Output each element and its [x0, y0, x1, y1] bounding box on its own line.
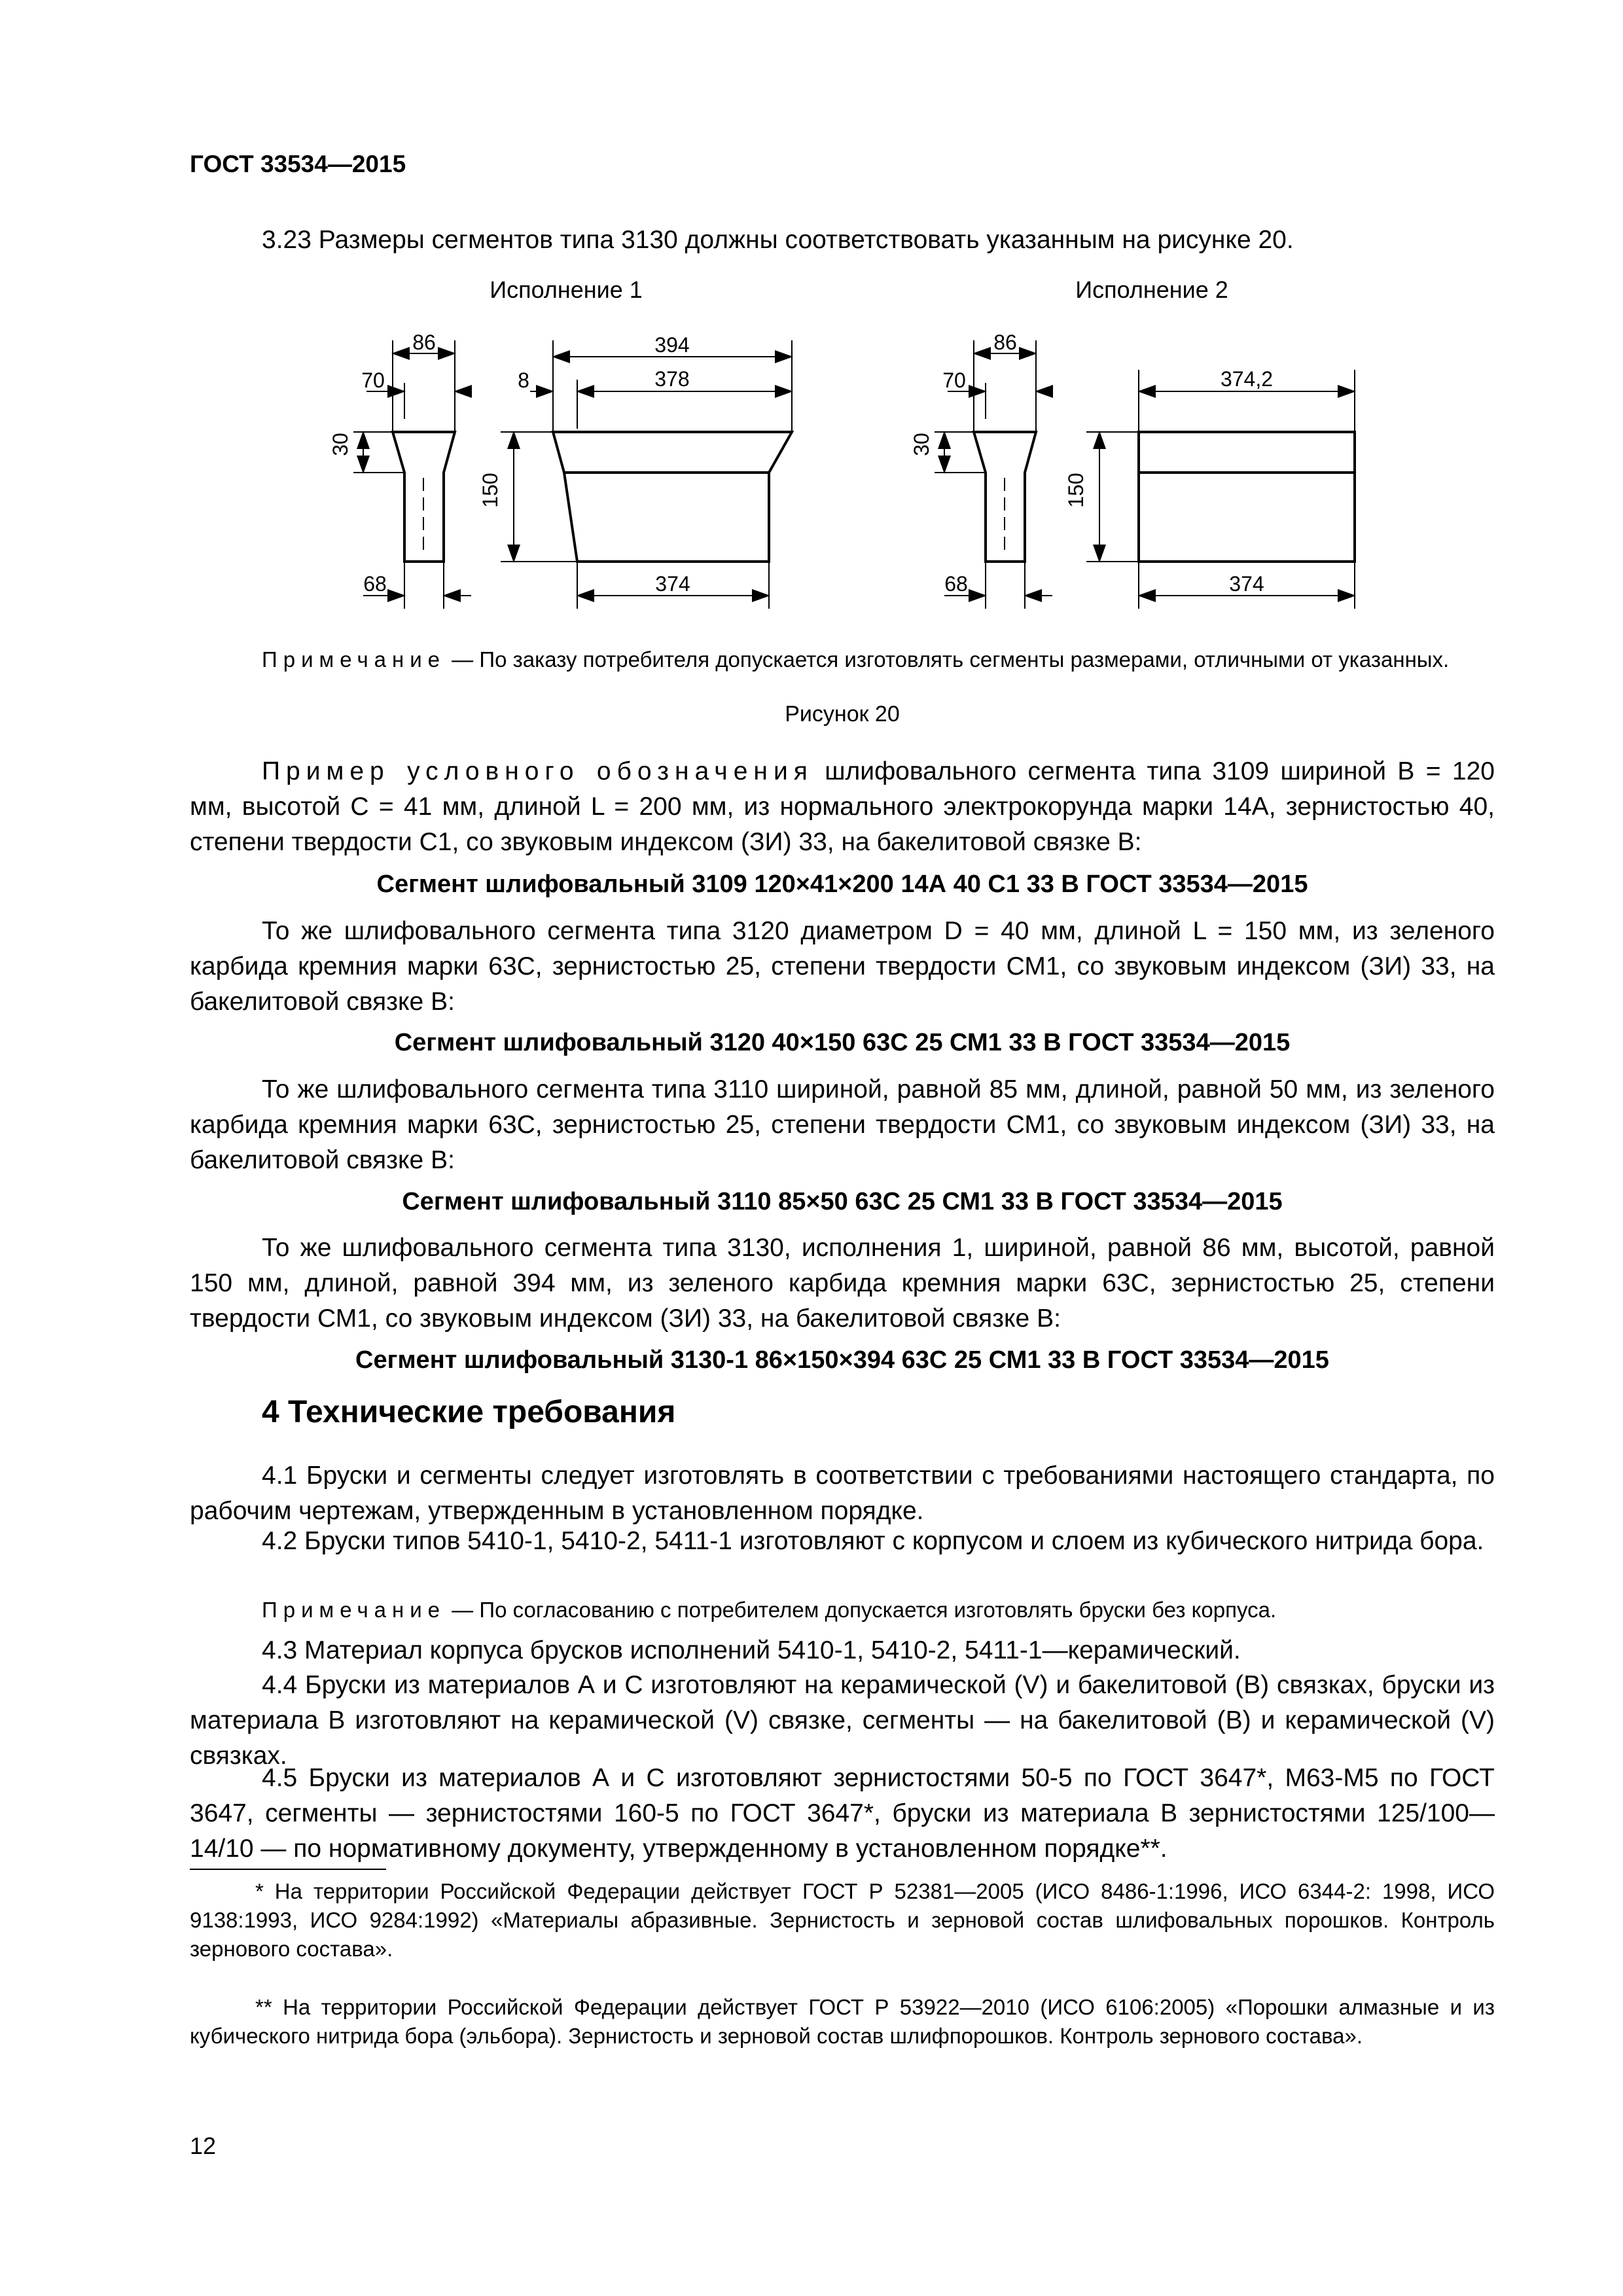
v1-side-bottom-width: 68 — [363, 572, 387, 596]
v2-side-top-width: 86 — [993, 331, 1017, 354]
example-2: То же шлифовального сегмента типа 3120 диаметром D = 40 мм, длиной L = 150 мм, из зеленого карбида кремния марки 63С, зернистостью 25, степени твердости СМ1, со звуковым индексом (ЗИ) 33, на бакелитовой связке В: — [190, 917, 1495, 1016]
v1-front-height: 150 — [478, 473, 502, 508]
designation-3: Сегмент шлифовальный 3110 85×50 63С 25 СМ1 33 В ГОСТ 33534—2015 — [402, 1188, 1283, 1215]
designation-2: Сегмент шлифовальный 3120 40×150 63С 25 СМ1 33 В ГОСТ 33534—2015 — [394, 1029, 1291, 1056]
v2-front-bottom-length: 374 — [1229, 572, 1264, 596]
document-header: ГОСТ 33534—2015 — [190, 151, 406, 177]
page-number: 12 — [190, 2132, 217, 2159]
footnote-1: * На территории Российской Федерации действует ГОСТ Р 52381—2005 (ИСО 8486-1:1996, ИСО 6344-2: 1998, ИСО 9138:1993, ИСО 9284:1992) «Материалы абразивные. Зернистость и зерновой состав шлифовальных порошков. Контроль зернового состава». — [190, 1879, 1495, 1961]
example-intro: Пример условного обозначения шлифовального сегмента типа 3109 шириной B = 120 мм, высотой C = 41 мм, длиной L = 200 мм, из нормального электрокорунда марки 14А, зернистостью 40, степени твердости С1, со звуковым индексом (ЗИ) 33, на бакелитовой связке В: — [190, 757, 1495, 856]
figure-note: Примечание — По заказу потребителя допускается изготовлять сегменты размерами, отличными от указанных. — [262, 647, 1450, 672]
example-4: То же шлифовального сегмента типа 3130, исполнения 1, шириной, равной 86 мм, высотой, равной 150 мм, длиной, равной 394 мм, из зеленого карбида кремния марки 63С, зернистостью 25, степени твердости СМ1, со звуковым индексом (ЗИ) 33, на бакелитовой связке В: — [190, 1234, 1495, 1333]
v2-front-height: 150 — [1064, 473, 1088, 508]
footnote-2: ** На территории Российской Федерации действует ГОСТ Р 53922—2010 (ИСО 6106:2005) «Порошки алмазные и из кубического нитрида бора (эльбора). Зернистость и зерновой состав шлифпорошков. Контроль зернового состава». — [190, 1995, 1495, 2048]
v1-front-bottom-length: 374 — [655, 572, 690, 596]
v1-side-top-width: 86 — [412, 331, 436, 354]
v2-side-bottom-width: 68 — [944, 572, 968, 596]
v1-side-left-offset: 70 — [361, 368, 385, 392]
figure-caption: Рисунок 20 — [785, 702, 900, 726]
example-3: То же шлифовального сегмента типа 3110 шириной, равной 85 мм, длиной, равной 50 мм, из зеленого карбида кремния марки 63С, зернистостью 25, степени твердости СМ1, со звуковым индексом (ЗИ) 33, на бакелитовой связке В: — [190, 1075, 1495, 1174]
v1-side-taper-height: 30 — [329, 433, 352, 456]
v2-front-length: 374,2 — [1220, 367, 1274, 391]
v1-front-top-length: 394 — [654, 333, 690, 357]
v1-front-inner-length: 378 — [654, 367, 690, 391]
clause-4-5: 4.5 Бруски из материалов А и С изготовляют зернистостями 50-5 по ГОСТ 3647*, М63-М5 по ГОСТ 3647, сегменты — зернистостями 160-5 по ГОСТ 3647*, бруски из материала В зернистостями 125/100—14/10 — по нормативному документу, утвержденному в установленном порядке**. — [190, 1764, 1495, 1863]
clause-4-4: 4.4 Бруски из материалов А и С изготовляют на керамической (V) и бакелитовой (В) связках, бруски из материала В изготовляют на керамической (V) связке, сегменты — на бакелитовой (В) и керамической (V) связках. — [190, 1671, 1495, 1770]
variant2-title: Исполнение 2 — [1075, 276, 1228, 303]
figure-20-drawing — [0, 268, 1623, 635]
clause-4-2: 4.2 Бруски типов 5410-1, 5410-2, 5411-1 изготовляют с корпусом и слоем из кубического нитрида бора. — [262, 1527, 1484, 1555]
section-4-title: 4 Технические требования — [262, 1395, 676, 1429]
variant1-title: Исполнение 1 — [490, 276, 643, 303]
v2-front-view — [1086, 370, 1355, 609]
v2-side-left-offset: 70 — [942, 368, 966, 392]
clause-4-3: 4.3 Материал корпуса брусков исполнений 5410-1, 5410-2, 5411-1—керамический. — [262, 1636, 1241, 1664]
designation-4: Сегмент шлифовальный 3130-1 86×150×394 63С 25 СМ1 33 В ГОСТ 33534—2015 — [355, 1346, 1329, 1374]
footnote-rule — [190, 1869, 386, 1870]
designation-1: Сегмент шлифовальный 3109 120×41×200 14А 40 С1 33 В ГОСТ 33534—2015 — [376, 870, 1308, 898]
clause-4-1: 4.1 Бруски и сегменты следует изготовлять в соответствии с требованиями настоящего стандарта, по рабочим чертежам, утвержденным в установленном порядке. — [190, 1462, 1495, 1525]
clause-3-23: 3.23 Размеры сегментов типа 3130 должны соответствовать указанным на рисунке 20. — [262, 226, 1294, 254]
v1-front-edge: 8 — [518, 368, 529, 392]
v2-side-taper-height: 30 — [910, 433, 933, 456]
v1-front-view — [501, 340, 792, 609]
section-4-note: Примечание — По согласованию с потребителем допускается изготовлять бруски без корпуса. — [262, 1598, 1277, 1622]
